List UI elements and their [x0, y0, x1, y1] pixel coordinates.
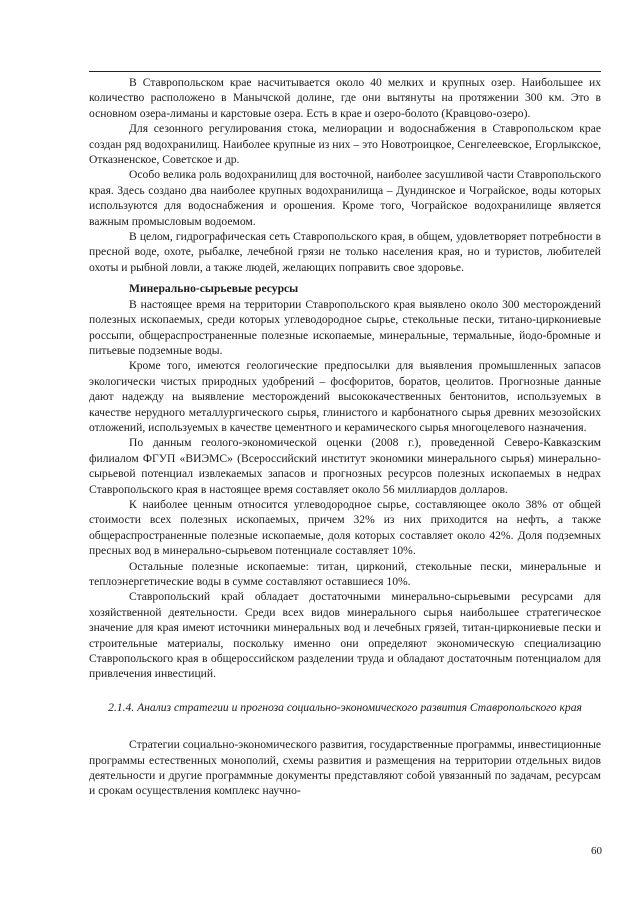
page-number: 60	[591, 845, 602, 857]
page-content	[89, 75, 601, 799]
section-heading-mineral-resources: Минерально-сырьевые ресурсы	[129, 282, 299, 296]
paragraph-eastern-reservoirs: Особо велика роль водохранилищ для восточной, наиболее засушливой части Ставропольского края. Здесь создано два наиболее крупных водохранилища – Дундинское и Чограйское, воды которых используются для водоснабжения и орошения. Кроме того, Чограйское водохранилище является важным промысловым водоемом.	[89, 168, 601, 228]
paragraph-lakes: В Ставропольском крае насчитывается около 40 мелких и крупных озер. Наибольшее их количество расположено в Манычской долине, где они вытянуты на протяжении 300 км. Это в основном озера-лиманы и карстовые озера. Есть в крае и озеро-болото (Кравцово-озеро).	[89, 76, 601, 120]
paragraph-hydrographic-network: В целом, гидрографическая сеть Ставропольского края, в общем, удовлетворяет потребности в пресной воде, охоте, рыбалке, лечебной грязи не только населения края, но и туристов, любителей охоты и рыбной ловли, а также людей, желающих поправить свое здоровье.	[89, 230, 601, 274]
paragraph-strategic-value: Ставропольский край обладает достаточными минерально-сырьевыми ресурсами для хозяйственной деятельности. Среди всех видов минерального сырья наибольшее стратегическое значение для края имеют источники минеральных вод и лечебных грязей, титан-циркониевые пески и строительные материалы, поскольку именно они определяют экономическую специализацию Ставропольского края в общероссийском разделении труда и обладают достаточным потенциалом для привлечения инвестиций.	[89, 590, 601, 681]
paragraph-strategies: Стратегии социально-экономического развития, государственные программы, инвестиционные программы естественных монополий, схемы развития и размещения на территории отдельных видов деятельности и другие программные документы представляют собой увязанный по задачам, ресурсам и срокам осуществления комплекс научно-	[89, 738, 601, 798]
paragraph-hydrocarbons: К наиболее ценным относится углеводородное сырье, составляющее около 38% от общей стоимости всех полезных ископаемых, причем 32% из них приходится на нефть, а также общераспространенные полезные ископаемые, доля которых составляет около 42%. Доля подземных пресных вод в минерально-сырьевом потенциале составляет 10%.	[89, 497, 601, 558]
paragraph-other-minerals: Остальные полезные ископаемые: титан, цирконий, стекольные пески, минеральные и теплоэнергетические воды в сумме составляют оставшиеся 10%.	[89, 559, 601, 588]
paragraph-deposits: В настоящее время на территории Ставропольского края выявлено около 300 месторождений полезных ископаемых, среди которых углеводородное сырье, стекольные пески, титано-циркониевые россыпи, общераспространенные полезные ископаемые, минеральные, термальные, йодо-бромные и питьевые подземные воды.	[89, 297, 601, 357]
subsection-heading-strategy-analysis: 2.1.4. Анализ стратегии и прогноза социально-экономического развития Ставропольского края	[108, 700, 582, 714]
header-rule	[89, 71, 601, 72]
paragraph-reservoirs: Для сезонного регулирования стока, мелиорации и водоснабжения в Ставропольском крае создан ряд водохранилищ. Наиболее крупные из них – это Новотроицкое, Сенгелеевское, Егорлыкское, Отказненское, Советское и др.	[89, 122, 601, 167]
paragraph-geological-prerequisites: Кроме того, имеются геологические предпосылки для выявления промышленных запасов экологически чистых природных удобрений – фосфоритов, боратов, цеолитов. Прогнозные данные дают надежду на выявление месторождений высококачественных бентонитов, используемых в качестве нерудного металлургического сырья, глинистого и карбонатного сырья древних мезозойских отложений, используемых в качестве цементного и керамического сырья многоцелевого назначения.	[89, 359, 601, 434]
paragraph-economic-assessment: По данным геолого-экономической оценки (2008 г.), проведенной Северо-Кавказским филиалом ФГУП «ВИЭМС» (Всероссийский институт экономики минерального сырья) минерально-сырьевой потенциал извлекаемых запасов и прогнозных ресурсов полезных ископаемых в недрах Ставропольского края в настоящее время составляет около 56 миллиардов долларов.	[89, 436, 601, 496]
